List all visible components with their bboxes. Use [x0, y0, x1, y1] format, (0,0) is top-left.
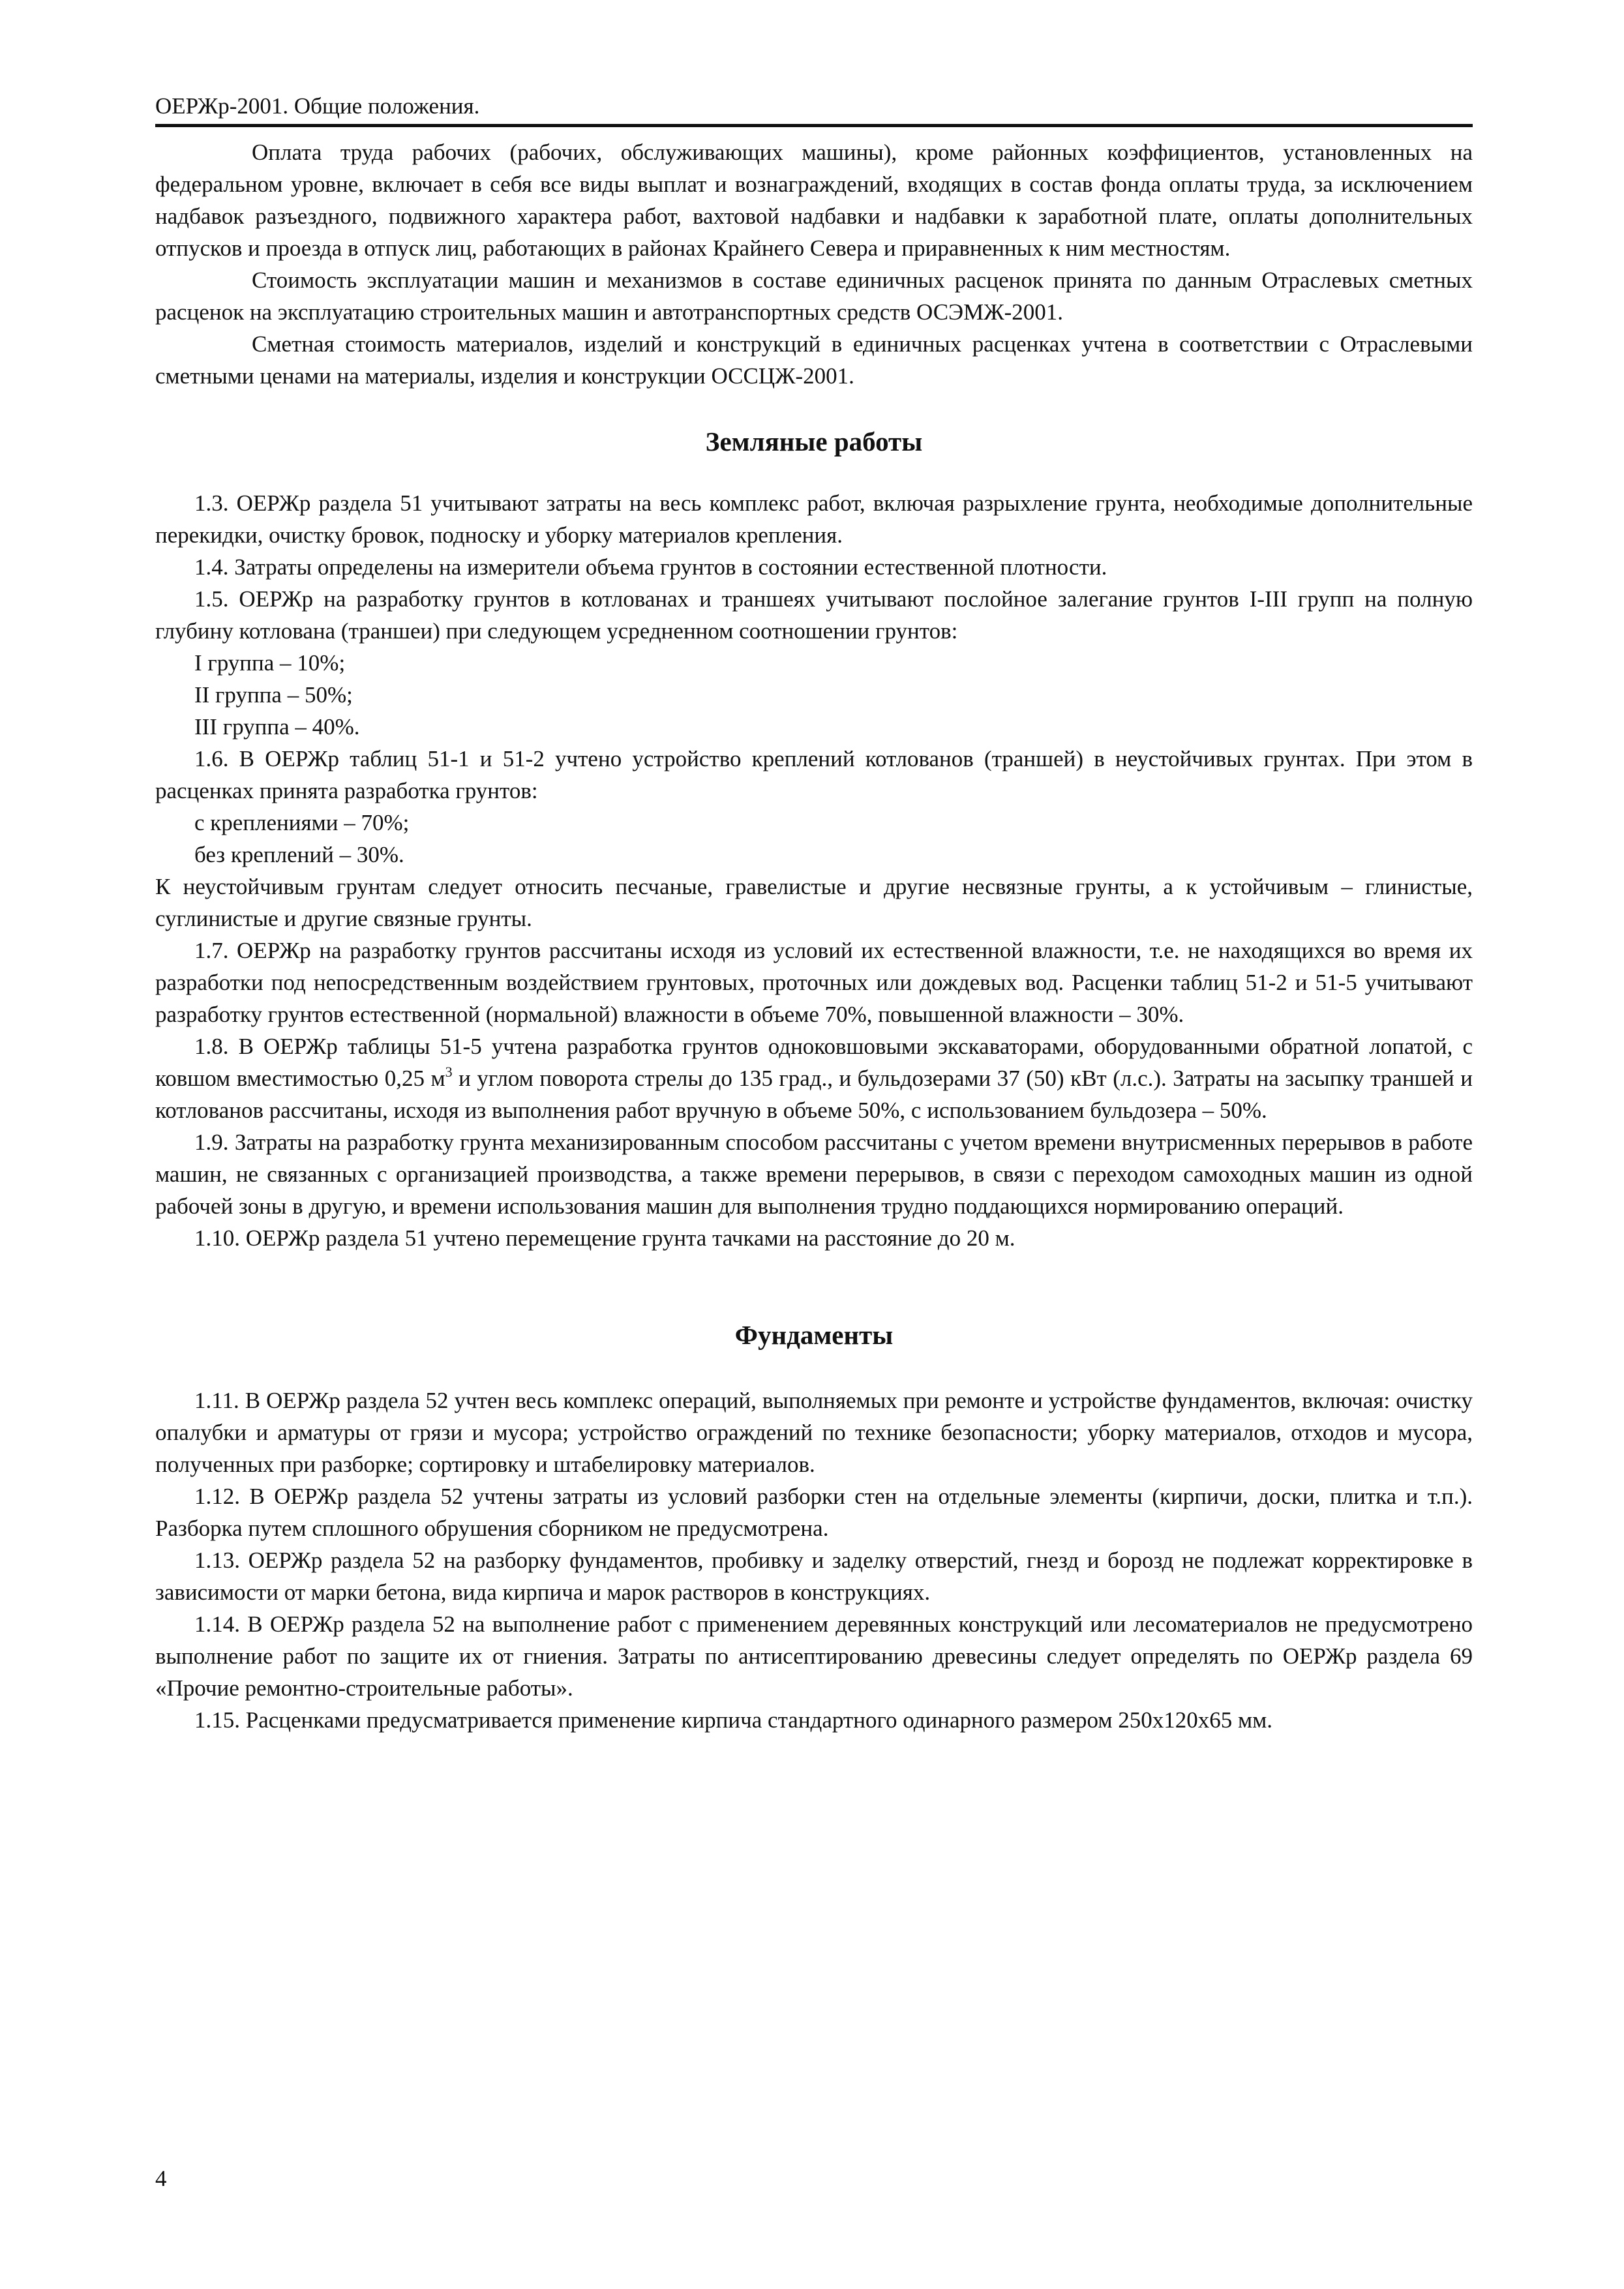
- paragraph-1-8-text: 1.8. В ОЕРЖр таблицы 51-5 учтена разработка грунтов одноковшовыми экскаваторами, оборудованными обратной лопатой, с ковшом вместимостью 0,25 м: [155, 1034, 1473, 1091]
- list-item-fastening: без креплений – 30%.: [194, 842, 404, 867]
- section-heading-earthworks: Земляные работы: [705, 426, 923, 456]
- page-number: 4: [155, 2166, 167, 2191]
- list-item-soil-group: III группа – 40%.: [194, 714, 360, 740]
- paragraph-1-7: 1.7. ОЕРЖр на разработку грунтов рассчитаны исходя из условий их естественной влажности, т.е. не находящихся во время их разработки под непосредственным воздействием грунтовых, проточных или дождевых вод. Расценки таблиц 51-2 и 51-5 учитывают разработку грунтов естественной (нормальной) влажности в объеме 70%, повышенной влажности – 30%.: [155, 938, 1473, 1027]
- paragraph-1-3: 1.3. ОЕРЖр раздела 51 учитывают затраты на весь комплекс работ, включая разрыхление грунта, необходимые дополнительные перекидки, очистку бровок, подноску и уборку материалов крепления.: [155, 490, 1473, 548]
- foundations-section: [155, 1384, 1473, 1736]
- section-heading-foundations: Фундаменты: [734, 1320, 894, 1350]
- paragraph-1-11: 1.11. В ОЕРЖр раздела 52 учтен весь комплекс операций, выполняемых при ремонте и устройстве фундаментов, включая: очистку опалубки и арматуры от грязи и мусора; устройство ограждений по технике безопасности; уборку материалов, отходов и мусора, полученных при разборке; сортировку и штабелировку материалов.: [155, 1388, 1473, 1477]
- paragraph-1-15: 1.15. Расценками предусматривается применение кирпича стандартного одинарного размером 250х120х65 мм.: [194, 1707, 1273, 1733]
- paragraph-1-6: 1.6. В ОЕРЖр таблиц 51-1 и 51-2 учтено устройство креплений котлованов (траншей) в неустойчивых грунтах. При этом в расценках принята разработка грунтов:: [155, 746, 1473, 803]
- paragraph-1-8: [155, 1030, 1473, 1126]
- paragraph-1-8-text-cont: и углом поворота стрелы до 135 град., и бульдозерами 37 (50) кВт (л.с.). Затраты на засыпку траншей и котлованов рассчитаны, исходя из выполнения работ вручную в объеме 50%, с использованием бульдозера – 50%.: [155, 1066, 1473, 1123]
- earthworks-section: [155, 487, 1473, 1254]
- cubic-superscript: 3: [445, 1064, 453, 1080]
- paragraph-1-13: 1.13. ОЕРЖр раздела 52 на разборку фундаментов, пробивку и заделку отверстий, гнезд и борозд не подлежат корректировке в зависимости от марки бетона, вида кирпича и марок растворов в конструкциях.: [155, 1548, 1473, 1605]
- list-item-soil-group: II группа – 50%;: [194, 682, 353, 708]
- paragraph-wages: Оплата труда рабочих (рабочих, обслуживающих машины), кроме районных коэффициентов, установленных на федеральном уровне, включает в себя все виды выплат и вознаграждений, входящих в состав фонда оплаты труда, за исключением надбавок разъездного, подвижного характера работ, вахтовой надбавки и надбавки к заработной плате, оплаты дополнительных отпусков и проезда в отпуск лиц, работающих в районах Крайнего Севера и приравненных к ним местностям.: [155, 140, 1473, 261]
- paragraph-1-9: 1.9. Затраты на разработку грунта механизированным способом рассчитаны с учетом времени внутрисменных перерывов в работе машин, не связанных с организацией производства, а также времени перерывов, в связи с переходом самоходных машин из одной рабочей зоны в другую, и времени использования машин для выполнения трудно поддающихся нормированию операций.: [155, 1130, 1473, 1219]
- paragraph-1-5: 1.5. ОЕРЖр на разработку грунтов в котлованах и траншеях учитывают послойное залегание грунтов I-III групп на полную глубину котлована (траншеи) при следующем усредненном соотношении грунтов:: [155, 586, 1473, 644]
- paragraph-1-12: 1.12. В ОЕРЖр раздела 52 учтены затраты из условий разборки стен на отдельные элементы (кирпичи, доски, плитка и т.п.). Разборка путем сплошного обрушения сборником не предусмотрена.: [155, 1484, 1473, 1541]
- paragraph-1-10: 1.10. ОЕРЖр раздела 51 учтено перемещение грунта тачками на расстояние до 20 м.: [194, 1225, 1015, 1251]
- intro-section: [155, 136, 1473, 392]
- paragraph-1-4: 1.4. Затраты определены на измерители объема грунтов в состоянии естественной плотности.: [194, 554, 1107, 580]
- paragraph-unstable-soils: К неустойчивым грунтам следует относить песчаные, гравелистые и другие несвязные грунты, а к устойчивым – глинистые, суглинистые и другие связные грунты.: [155, 874, 1473, 931]
- list-item-fastening: с креплениями – 70%;: [194, 810, 410, 835]
- running-header: ОЕРЖр-2001. Общие положения.: [155, 91, 1473, 127]
- list-item-soil-group: I группа – 10%;: [194, 650, 346, 676]
- paragraph-machine-costs: Стоимость эксплуатации машин и механизмов в составе единичных расценок принята по данным Отраслевых сметных расценок на эксплуатацию строительных машин и автотранспортных средств ОСЭМЖ-2001.: [155, 267, 1473, 325]
- paragraph-material-costs: Сметная стоимость материалов, изделий и конструкций в единичных расценках учтена в соответствии с Отраслевыми сметными ценами на материалы, изделия и конструкции ОССЦЖ-2001.: [155, 331, 1473, 389]
- paragraph-1-14: 1.14. В ОЕРЖр раздела 52 на выполнение работ с применением деревянных конструкций или лесоматериалов не предусмотрено выполнение работ по защите их от гниения. Затраты по антисептированию древесины следует определять по ОЕРЖр раздела 69 «Прочие ремонтно-строительные работы».: [155, 1611, 1473, 1701]
- document-page: [155, 91, 1473, 1736]
